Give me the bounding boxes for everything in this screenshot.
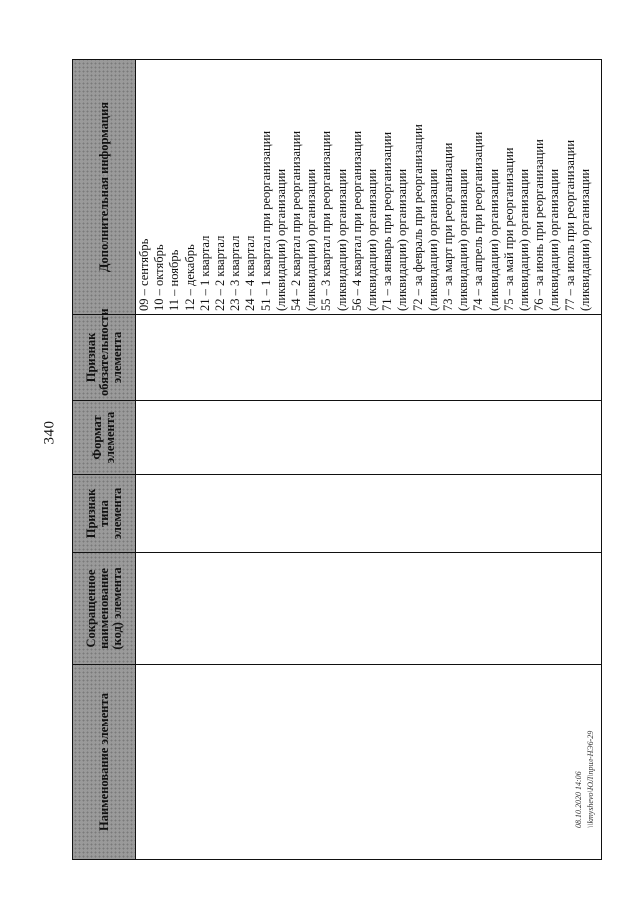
cell-element-type <box>136 475 602 553</box>
table-header-row <box>73 60 136 860</box>
cell-element-name <box>136 665 602 860</box>
info-line: 72 – за февраль при реорганизации <box>410 124 425 311</box>
info-line: (ликвидации) организации <box>577 168 592 311</box>
info-line: 21 – 1 квартал <box>197 235 212 311</box>
cell-required-flag <box>136 315 602 401</box>
info-line: 71 – за январь при реорганизации <box>380 131 395 311</box>
info-line: 10 – октябрь <box>152 244 167 311</box>
info-line: 24 – 4 квартал <box>243 235 258 311</box>
info-line: 54 – 2 квартал при реорганизации <box>289 130 304 311</box>
info-line: (ликвидации) организации <box>304 168 319 311</box>
info-line: 77 – за июль при реорганизации <box>562 139 577 311</box>
table-row <box>136 60 602 860</box>
footer-timestamp: 08.10.2020 14:06 <box>574 771 583 828</box>
footer-stamp <box>574 730 634 842</box>
footer-file-path: \\kmyshevo\ЮЛ\прил-НЭ6-29 <box>586 730 595 828</box>
header-additional-info: Дополнительная информация <box>73 60 136 315</box>
info-line: (ликвидации) организации <box>486 168 501 311</box>
info-line: 76 – за июнь при реорганизации <box>532 139 547 311</box>
info-line: (ликвидации) организации <box>273 168 288 311</box>
elements-table <box>72 59 602 860</box>
page-number: 340 <box>41 420 58 445</box>
cell-element-format <box>136 401 602 475</box>
info-line: 73 – за март при реорганизации <box>441 142 456 311</box>
info-line: 74 – за апрель при реорганизации <box>471 131 486 311</box>
info-line: 55 – 3 квартал при реорганизации <box>319 130 334 311</box>
info-line: (ликвидации) организации <box>456 168 471 311</box>
header-required-flag: Признак обязательности элемента <box>73 315 136 401</box>
cell-additional-info <box>136 60 602 315</box>
info-line: (ликвидации) организации <box>517 168 532 311</box>
info-line: (ликвидации) организации <box>547 168 562 311</box>
info-line: 51 – 1 квартал при реорганизации <box>258 130 273 311</box>
info-line: 22 – 2 квартал <box>213 235 228 311</box>
header-element-format: Формат элемента <box>73 401 136 475</box>
cell-short-name-code <box>136 553 602 665</box>
info-line: 09 – сентябрь <box>137 238 151 311</box>
header-element-name: Наименование элемента <box>73 665 136 860</box>
info-line: (ликвидации) организации <box>334 168 349 311</box>
info-line: (ликвидации) организации <box>425 168 440 311</box>
info-line: 56 – 4 квартал при реорганизации <box>349 130 364 311</box>
info-line: 23 – 3 квартал <box>228 235 243 311</box>
info-line: 11 – ноябрь <box>167 249 182 311</box>
info-line: 12 – декабрь <box>182 244 197 311</box>
info-line: (ликвидации) организации <box>395 168 410 311</box>
rotated-table-container <box>72 60 602 860</box>
info-line: 75 – за май при реорганизации <box>501 147 516 311</box>
header-element-type: Признак типа элемента <box>73 475 136 553</box>
info-line: (ликвидации) организации <box>365 168 380 311</box>
additional-info-list <box>136 60 594 314</box>
header-short-name-code: Сокращенное наименование (код) элемента <box>73 553 136 665</box>
